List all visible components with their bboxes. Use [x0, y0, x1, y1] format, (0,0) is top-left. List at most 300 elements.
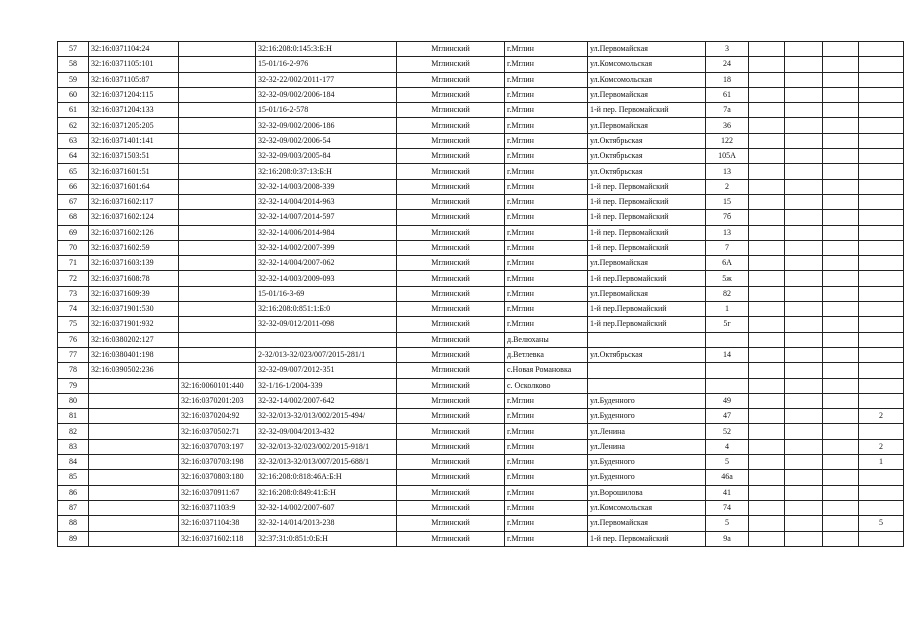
extra-col-4-cell	[859, 57, 904, 72]
extra-col-2-cell	[785, 347, 823, 362]
extra-col-1-cell	[749, 42, 785, 57]
cadastral-number-old-cell	[179, 118, 256, 133]
extra-col-2-cell	[785, 439, 823, 454]
extra-col-2-cell	[785, 149, 823, 164]
row-number-cell: 85	[58, 470, 89, 485]
house-number-cell: 6А	[706, 256, 749, 271]
extra-col-3-cell	[823, 302, 859, 317]
extra-col-3-cell	[823, 57, 859, 72]
row-number-cell: 81	[58, 409, 89, 424]
house-number-cell: 49	[706, 393, 749, 408]
street-cell: 1-й пер. Первомайский	[588, 225, 706, 240]
cadastral-number-old-cell	[179, 317, 256, 332]
cadastral-number-cell	[89, 409, 179, 424]
locality-cell: г.Мглин	[505, 500, 588, 515]
cadastral-number-cell: 32:16:0371204:133	[89, 103, 179, 118]
district-cell: Мглинский	[397, 42, 505, 57]
cadastral-number-old-cell	[179, 347, 256, 362]
row-number-cell: 82	[58, 424, 89, 439]
cadastral-number-old-cell	[179, 72, 256, 87]
cadastral-number-cell	[89, 485, 179, 500]
table-row	[58, 378, 904, 393]
cadastral-number-old-cell	[179, 240, 256, 255]
extra-col-4-cell	[859, 271, 904, 286]
extra-col-3-cell	[823, 393, 859, 408]
registration-number-cell: 32-32-14/004/2014-963	[256, 194, 397, 209]
extra-col-3-cell	[823, 424, 859, 439]
street-cell: 1-й пер. Первомайский	[588, 210, 706, 225]
extra-col-3-cell	[823, 378, 859, 393]
extra-col-1-cell	[749, 164, 785, 179]
locality-cell: г.Мглин	[505, 57, 588, 72]
cadastral-number-cell	[89, 439, 179, 454]
registration-number-cell	[256, 332, 397, 347]
extra-col-4-cell: 2	[859, 409, 904, 424]
extra-col-3-cell	[823, 42, 859, 57]
extra-col-4-cell	[859, 317, 904, 332]
street-cell: 1-й пер.Первомайский	[588, 302, 706, 317]
cadastral-number-cell: 32:16:0371205:205	[89, 118, 179, 133]
table-row	[58, 485, 904, 500]
extra-col-2-cell	[785, 87, 823, 102]
cadastral-number-old-cell: 32:16:0370703:198	[179, 455, 256, 470]
cadastral-number-old-cell	[179, 57, 256, 72]
extra-col-1-cell	[749, 133, 785, 148]
table-row	[58, 286, 904, 301]
cadastral-number-old-cell: 32:16:0370204:92	[179, 409, 256, 424]
row-number-cell: 71	[58, 256, 89, 271]
district-cell: Мглинский	[397, 409, 505, 424]
street-cell: ул.Октябрьская	[588, 133, 706, 148]
row-number-cell: 84	[58, 455, 89, 470]
locality-cell: г.Мглин	[505, 194, 588, 209]
extra-col-3-cell	[823, 409, 859, 424]
street-cell: ул.Первомайская	[588, 516, 706, 531]
extra-col-4-cell	[859, 118, 904, 133]
table-row	[58, 118, 904, 133]
registration-number-cell: 32:16:208:0:37:13:Б:Н	[256, 164, 397, 179]
street-cell: ул.Октябрьская	[588, 149, 706, 164]
cadastral-number-cell	[89, 531, 179, 546]
cadastral-number-cell: 32:16:0371503:51	[89, 149, 179, 164]
extra-col-3-cell	[823, 500, 859, 515]
extra-col-2-cell	[785, 363, 823, 378]
extra-col-3-cell	[823, 317, 859, 332]
extra-col-2-cell	[785, 393, 823, 408]
extra-col-3-cell	[823, 286, 859, 301]
cadastral-number-old-cell	[179, 302, 256, 317]
cadastral-number-cell: 32:16:0371204:115	[89, 87, 179, 102]
extra-col-2-cell	[785, 164, 823, 179]
street-cell: ул.Первомайская	[588, 256, 706, 271]
cadastral-number-cell: 32:16:0371104:24	[89, 42, 179, 57]
registration-number-cell: 32-32/013-32/013/002/2015-494/	[256, 409, 397, 424]
row-number-cell: 87	[58, 500, 89, 515]
table-row	[58, 317, 904, 332]
table-row	[58, 42, 904, 57]
extra-col-1-cell	[749, 378, 785, 393]
district-cell: Мглинский	[397, 133, 505, 148]
table-row	[58, 393, 904, 408]
district-cell: Мглинский	[397, 256, 505, 271]
street-cell: ул.Ворошилова	[588, 485, 706, 500]
extra-col-4-cell	[859, 363, 904, 378]
cadastral-number-old-cell	[179, 256, 256, 271]
cadastral-number-old-cell	[179, 87, 256, 102]
cadastral-number-cell	[89, 470, 179, 485]
extra-col-3-cell	[823, 149, 859, 164]
registry-table	[57, 41, 904, 547]
locality-cell: г.Мглин	[505, 516, 588, 531]
registration-number-cell: 32-32-14/006/2014-984	[256, 225, 397, 240]
row-number-cell: 65	[58, 164, 89, 179]
district-cell: Мглинский	[397, 332, 505, 347]
street-cell: ул.Первомайская	[588, 87, 706, 102]
district-cell: Мглинский	[397, 424, 505, 439]
street-cell: ул.Буденного	[588, 470, 706, 485]
cadastral-number-old-cell: 32:16:0371104:38	[179, 516, 256, 531]
extra-col-1-cell	[749, 118, 785, 133]
extra-col-3-cell	[823, 194, 859, 209]
cadastral-number-old-cell: 32:16:0371103:9	[179, 500, 256, 515]
extra-col-4-cell	[859, 72, 904, 87]
locality-cell: д.Велюханы	[505, 332, 588, 347]
house-number-cell: 74	[706, 500, 749, 515]
locality-cell: г.Мглин	[505, 302, 588, 317]
cadastral-number-cell: 32:16:0371601:51	[89, 164, 179, 179]
extra-col-4-cell	[859, 87, 904, 102]
district-cell: Мглинский	[397, 225, 505, 240]
house-number-cell: 5г	[706, 317, 749, 332]
extra-col-4-cell	[859, 378, 904, 393]
table-row	[58, 72, 904, 87]
street-cell: ул.Октябрьская	[588, 347, 706, 362]
extra-col-3-cell	[823, 118, 859, 133]
table-row	[58, 500, 904, 515]
house-number-cell: 2	[706, 179, 749, 194]
extra-col-4-cell	[859, 133, 904, 148]
registration-number-cell: 32:16:208:0:849:41:Б:Н	[256, 485, 397, 500]
table-row	[58, 87, 904, 102]
house-number-cell: 61	[706, 87, 749, 102]
street-cell: 1-й пер. Первомайский	[588, 240, 706, 255]
extra-col-2-cell	[785, 500, 823, 515]
table-row	[58, 271, 904, 286]
street-cell: ул.Октябрьская	[588, 164, 706, 179]
street-cell	[588, 332, 706, 347]
house-number-cell	[706, 363, 749, 378]
row-number-cell: 76	[58, 332, 89, 347]
registration-number-cell: 32:16:208:0:145:3:Б:Н	[256, 42, 397, 57]
registration-number-cell: 32-32-09/004/2013-432	[256, 424, 397, 439]
extra-col-1-cell	[749, 439, 785, 454]
table-row	[58, 302, 904, 317]
house-number-cell: 13	[706, 225, 749, 240]
extra-col-4-cell	[859, 179, 904, 194]
extra-col-4-cell	[859, 393, 904, 408]
table-row	[58, 103, 904, 118]
table-row	[58, 409, 904, 424]
extra-col-2-cell	[785, 424, 823, 439]
cadastral-number-old-cell: 32:16:0370911:67	[179, 485, 256, 500]
house-number-cell: 18	[706, 72, 749, 87]
row-number-cell: 67	[58, 194, 89, 209]
extra-col-4-cell	[859, 194, 904, 209]
locality-cell: г.Мглин	[505, 42, 588, 57]
locality-cell: г.Мглин	[505, 424, 588, 439]
extra-col-3-cell	[823, 240, 859, 255]
extra-col-2-cell	[785, 470, 823, 485]
registration-number-cell: 15-01/16-3-69	[256, 286, 397, 301]
extra-col-2-cell	[785, 133, 823, 148]
cadastral-number-cell: 32:16:0371601:64	[89, 179, 179, 194]
house-number-cell: 5	[706, 455, 749, 470]
extra-col-1-cell	[749, 347, 785, 362]
street-cell: ул.Комсомольская	[588, 72, 706, 87]
extra-col-1-cell	[749, 317, 785, 332]
locality-cell: г.Мглин	[505, 470, 588, 485]
extra-col-4-cell	[859, 424, 904, 439]
extra-col-1-cell	[749, 332, 785, 347]
row-number-cell: 74	[58, 302, 89, 317]
district-cell: Мглинский	[397, 470, 505, 485]
house-number-cell: 36	[706, 118, 749, 133]
locality-cell: г.Мглин	[505, 485, 588, 500]
house-number-cell: 4	[706, 439, 749, 454]
registration-number-cell: 32-32/013-32/013/007/2015-688/1	[256, 455, 397, 470]
row-number-cell: 69	[58, 225, 89, 240]
extra-col-3-cell	[823, 439, 859, 454]
row-number-cell: 64	[58, 149, 89, 164]
extra-col-1-cell	[749, 149, 785, 164]
extra-col-1-cell	[749, 302, 785, 317]
extra-col-1-cell	[749, 225, 785, 240]
extra-col-3-cell	[823, 133, 859, 148]
cadastral-number-cell: 32:16:0371105:87	[89, 72, 179, 87]
district-cell: Мглинский	[397, 302, 505, 317]
table-row	[58, 133, 904, 148]
extra-col-1-cell	[749, 409, 785, 424]
locality-cell: г.Мглин	[505, 317, 588, 332]
district-cell: Мглинский	[397, 393, 505, 408]
registration-number-cell: 32-32/013-32/023/002/2015-918/1	[256, 439, 397, 454]
cadastral-number-old-cell	[179, 149, 256, 164]
extra-col-1-cell	[749, 516, 785, 531]
extra-col-4-cell	[859, 531, 904, 546]
district-cell: Мглинский	[397, 179, 505, 194]
table-row	[58, 149, 904, 164]
extra-col-4-cell	[859, 332, 904, 347]
row-number-cell: 72	[58, 271, 89, 286]
cadastral-number-old-cell	[179, 42, 256, 57]
district-cell: Мглинский	[397, 164, 505, 179]
registration-number-cell: 32-32-14/003/2009-093	[256, 271, 397, 286]
extra-col-3-cell	[823, 225, 859, 240]
row-number-cell: 79	[58, 378, 89, 393]
street-cell: 1-й пер. Первомайский	[588, 179, 706, 194]
registration-number-cell: 32:16:208:0:818:46А:Б:Н	[256, 470, 397, 485]
house-number-cell: 122	[706, 133, 749, 148]
street-cell: ул.Буденного	[588, 393, 706, 408]
locality-cell: г.Мглин	[505, 133, 588, 148]
extra-col-2-cell	[785, 516, 823, 531]
extra-col-4-cell	[859, 470, 904, 485]
house-number-cell: 5	[706, 516, 749, 531]
house-number-cell: 5ж	[706, 271, 749, 286]
street-cell: ул.Ленина	[588, 439, 706, 454]
extra-col-3-cell	[823, 256, 859, 271]
registration-number-cell: 32-32-09/012/2011-098	[256, 317, 397, 332]
street-cell: ул.Буденного	[588, 409, 706, 424]
registration-number-cell: 32-32-09/002/2006-54	[256, 133, 397, 148]
extra-col-2-cell	[785, 332, 823, 347]
extra-col-4-cell	[859, 103, 904, 118]
extra-col-2-cell	[785, 317, 823, 332]
extra-col-3-cell	[823, 210, 859, 225]
extra-col-1-cell	[749, 531, 785, 546]
cadastral-number-cell: 32:16:0371602:59	[89, 240, 179, 255]
house-number-cell	[706, 378, 749, 393]
extra-col-3-cell	[823, 531, 859, 546]
table-row	[58, 240, 904, 255]
house-number-cell: 3	[706, 42, 749, 57]
extra-col-4-cell	[859, 149, 904, 164]
row-number-cell: 88	[58, 516, 89, 531]
row-number-cell: 73	[58, 286, 89, 301]
district-cell: Мглинский	[397, 103, 505, 118]
district-cell: Мглинский	[397, 240, 505, 255]
extra-col-3-cell	[823, 179, 859, 194]
extra-col-3-cell	[823, 516, 859, 531]
locality-cell: с.Новая Романовка	[505, 363, 588, 378]
district-cell: Мглинский	[397, 485, 505, 500]
district-cell: Мглинский	[397, 378, 505, 393]
house-number-cell: 15	[706, 194, 749, 209]
cadastral-number-old-cell	[179, 363, 256, 378]
locality-cell: г.Мглин	[505, 271, 588, 286]
row-number-cell: 83	[58, 439, 89, 454]
house-number-cell: 47	[706, 409, 749, 424]
registration-number-cell: 32-32-14/004/2007-062	[256, 256, 397, 271]
street-cell: 1-й пер. Первомайский	[588, 194, 706, 209]
house-number-cell: 7а	[706, 103, 749, 118]
street-cell: ул.Первомайская	[588, 118, 706, 133]
table-row	[58, 332, 904, 347]
cadastral-number-cell: 32:16:0371609:39	[89, 286, 179, 301]
extra-col-3-cell	[823, 271, 859, 286]
extra-col-3-cell	[823, 164, 859, 179]
registration-number-cell: 32:37:31:0:851:0:Б:Н	[256, 531, 397, 546]
row-number-cell: 58	[58, 57, 89, 72]
table-row	[58, 531, 904, 546]
cadastral-number-old-cell	[179, 210, 256, 225]
district-cell: Мглинский	[397, 363, 505, 378]
cadastral-number-cell: 32:16:0371602:124	[89, 210, 179, 225]
extra-col-1-cell	[749, 271, 785, 286]
extra-col-4-cell	[859, 286, 904, 301]
street-cell: ул.Комсомольская	[588, 57, 706, 72]
locality-cell: г.Мглин	[505, 393, 588, 408]
locality-cell: г.Мглин	[505, 87, 588, 102]
table-row	[58, 424, 904, 439]
registration-number-cell: 15-01/16-2-976	[256, 57, 397, 72]
extra-col-4-cell	[859, 210, 904, 225]
district-cell: Мглинский	[397, 286, 505, 301]
house-number-cell: 24	[706, 57, 749, 72]
locality-cell: г.Мглин	[505, 286, 588, 301]
cadastral-number-cell: 32:16:0371602:117	[89, 194, 179, 209]
district-cell: Мглинский	[397, 118, 505, 133]
extra-col-2-cell	[785, 118, 823, 133]
locality-cell: г.Мглин	[505, 210, 588, 225]
district-cell: Мглинский	[397, 317, 505, 332]
district-cell: Мглинский	[397, 72, 505, 87]
extra-col-2-cell	[785, 42, 823, 57]
cadastral-number-old-cell	[179, 225, 256, 240]
house-number-cell: 7	[706, 240, 749, 255]
house-number-cell: 7б	[706, 210, 749, 225]
locality-cell: г.Мглин	[505, 179, 588, 194]
extra-col-1-cell	[749, 240, 785, 255]
registration-number-cell: 32-32-09/003/2005-84	[256, 149, 397, 164]
cadastral-number-old-cell	[179, 133, 256, 148]
extra-col-2-cell	[785, 210, 823, 225]
cadastral-number-cell	[89, 378, 179, 393]
house-number-cell: 1	[706, 302, 749, 317]
cadastral-number-cell	[89, 393, 179, 408]
locality-cell: с. Осколково	[505, 378, 588, 393]
extra-col-1-cell	[749, 424, 785, 439]
cadastral-number-old-cell: 32:16:0371602:118	[179, 531, 256, 546]
extra-col-3-cell	[823, 363, 859, 378]
extra-col-3-cell	[823, 72, 859, 87]
street-cell	[588, 378, 706, 393]
street-cell: 1-й пер. Первомайский	[588, 103, 706, 118]
cadastral-number-old-cell: 32:16:0370703:197	[179, 439, 256, 454]
registration-number-cell: 32-32-14/002/2007-607	[256, 500, 397, 515]
row-number-cell: 57	[58, 42, 89, 57]
district-cell: Мглинский	[397, 500, 505, 515]
extra-col-1-cell	[749, 286, 785, 301]
cadastral-number-cell: 32:16:0380202:127	[89, 332, 179, 347]
extra-col-2-cell	[785, 485, 823, 500]
cadastral-number-old-cell: 32:16:0060101:440	[179, 378, 256, 393]
house-number-cell: 105А	[706, 149, 749, 164]
registration-number-cell: 32-32-09/002/2006-186	[256, 118, 397, 133]
extra-col-2-cell	[785, 225, 823, 240]
district-cell: Мглинский	[397, 87, 505, 102]
extra-col-2-cell	[785, 194, 823, 209]
row-number-cell: 59	[58, 72, 89, 87]
extra-col-1-cell	[749, 210, 785, 225]
district-cell: Мглинский	[397, 531, 505, 546]
row-number-cell: 78	[58, 363, 89, 378]
extra-col-4-cell	[859, 302, 904, 317]
cadastral-number-old-cell	[179, 286, 256, 301]
extra-col-2-cell	[785, 103, 823, 118]
extra-col-2-cell	[785, 271, 823, 286]
cadastral-number-cell	[89, 516, 179, 531]
registration-number-cell: 32-32-14/002/2007-642	[256, 393, 397, 408]
extra-col-2-cell	[785, 57, 823, 72]
extra-col-3-cell	[823, 103, 859, 118]
extra-col-2-cell	[785, 409, 823, 424]
extra-col-1-cell	[749, 194, 785, 209]
table-row	[58, 455, 904, 470]
house-number-cell: 82	[706, 286, 749, 301]
cadastral-number-old-cell	[179, 179, 256, 194]
row-number-cell: 66	[58, 179, 89, 194]
